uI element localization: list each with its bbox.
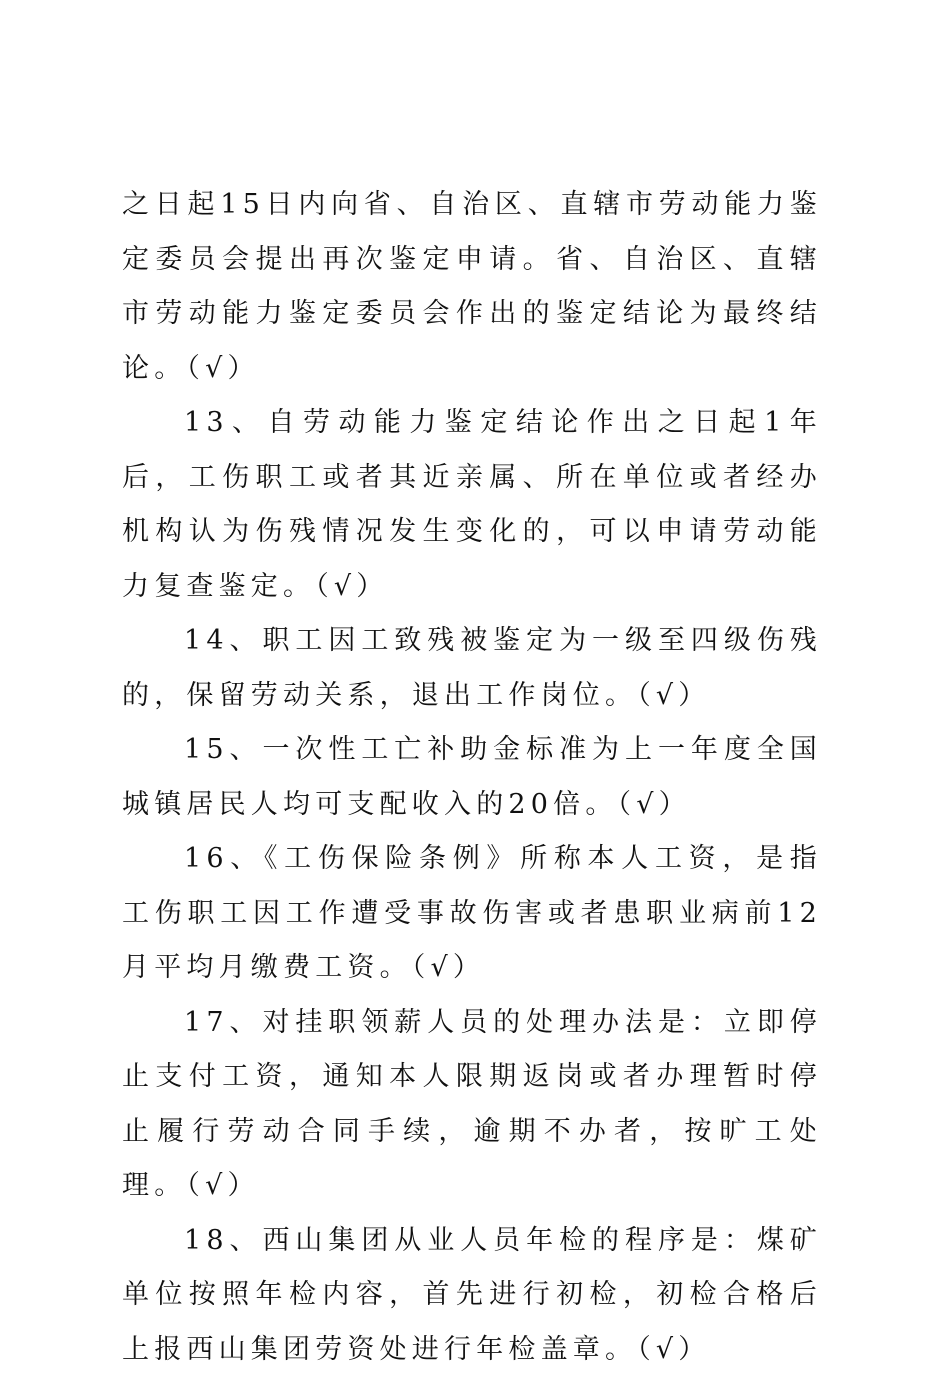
paragraph-12-continuation: 之日起15日内向省、自治区、直辖市劳动能力鉴定委员会提出再次鉴定申请。省、自治区、直辖市劳动能力鉴定委员会作出的鉴定结论为最终结论。（√） [122, 189, 822, 384]
document-body [122, 178, 822, 1377]
paragraph-17: 17、对挂职领薪人员的处理办法是：立即停止支付工资，通知本人限期返岗或者办理暂时停止履行劳动合同手续，逾期不办者，按旷工处理。（√） [122, 1006, 822, 1201]
paragraph-15: 15、一次性工亡补助金标准为上一年度全国城镇居民人均可支配收入的20倍。（√） [122, 734, 822, 820]
paragraph-13: 13、自劳动能力鉴定结论作出之日起1年后，工伤职工或者其近亲属、所在单位或者经办机构认为伤残情况发生变化的，可以申请劳动能力复查鉴定。（√） [122, 407, 822, 602]
paragraph-14: 14、职工因工致残被鉴定为一级至四级伤残的，保留劳动关系，退出工作岗位。（√） [122, 625, 822, 711]
paragraph-18: 18、西山集团从业人员年检的程序是：煤矿单位按照年检内容，首先进行初检，初检合格后上报西山集团劳资处进行年检盖章。（√） [122, 1224, 822, 1365]
paragraph-16: 16、《工伤保险条例》所称本人工资，是指工伤职工因工作遭受事故伤害或者患职业病前12月平均月缴费工资。（√） [122, 843, 822, 983]
